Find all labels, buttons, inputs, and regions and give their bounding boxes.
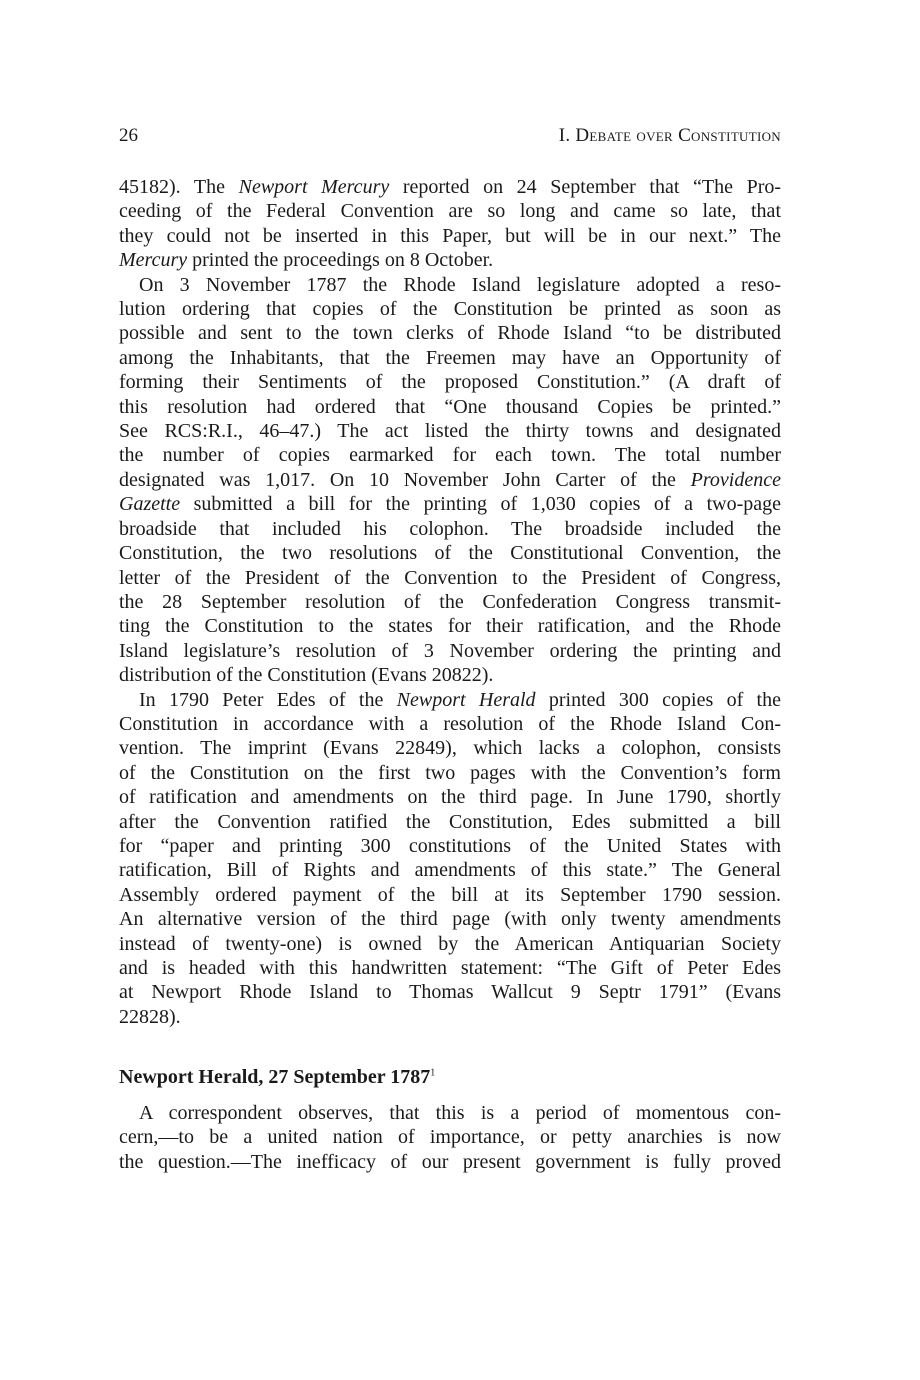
- text-line: ratification, Bill of Rights and amendments of this state.” The General: [119, 859, 781, 882]
- footnote-marker: 1: [430, 1067, 436, 1079]
- running-title: I. Debate over Constitution: [558, 125, 781, 146]
- text-line: forming their Sentiments of the proposed Constitution.” (A draft of: [119, 371, 781, 394]
- text-line: distribution of the Constitution (Evans 20822).: [119, 664, 494, 687]
- paragraph: [119, 175, 781, 273]
- text-line: ceeding of the Federal Convention are so long and came so late, that: [119, 200, 781, 223]
- body-text: [119, 175, 781, 1029]
- text-line: among the Inhabitants, that the Freemen may have an Opportunity of: [119, 346, 781, 369]
- text-line: of ratification and amendments on the third page. In June 1790, shortly: [119, 786, 781, 809]
- text-line: Mercury printed the proceedings on 8 October.: [119, 249, 494, 272]
- text-line: after the Convention ratified the Constitution, Edes submitted a bill: [119, 810, 781, 833]
- text-line: cern,—to be a united nation of importance, or petty anarchies is now: [119, 1126, 781, 1149]
- text-line: letter of the President of the Convention to the President of Congress,: [119, 566, 781, 589]
- document-page: [119, 0, 781, 1380]
- section-heading: [119, 1064, 435, 1090]
- text-line: lution ordering that copies of the Constitution be printed as soon as: [119, 298, 781, 321]
- text-line: broadside that included his colophon. The broadside included the: [119, 517, 781, 540]
- text-line: Constitution, the two resolutions of the Constitutional Convention, the: [119, 542, 781, 565]
- paragraph: [119, 688, 781, 1030]
- text-line: 22828).: [119, 1005, 181, 1028]
- text-line: Assembly ordered payment of the bill at its September 1790 session.: [119, 883, 781, 906]
- text-line: vention. The imprint (Evans 22849), which lacks a colophon, consists: [119, 737, 781, 760]
- text-line: A correspondent observes, that this is a period of momentous con-: [139, 1102, 781, 1124]
- section-text: [119, 1101, 781, 1174]
- text-line: and is headed with this handwritten statement: “The Gift of Peter Edes: [119, 957, 781, 979]
- page-number: 26: [119, 125, 138, 146]
- italic-title: Gazette: [119, 493, 181, 516]
- text-line: they could not be inserted in this Paper, but will be in our next.” The: [119, 224, 781, 247]
- text-line: for “paper and printing 300 constitutions of the United States with: [119, 834, 781, 857]
- text-line: instead of twenty-one) is owned by the American Antiquarian Society: [119, 932, 781, 955]
- running-head: [119, 124, 781, 148]
- text-line: Gazette submitted a bill for the printing of 1,030 copies of a two-page: [119, 493, 781, 516]
- text-line: Island legislature’s resolution of 3 November ordering the printing and: [119, 639, 781, 662]
- text-line: 45182). The Newport Mercury reported on 24 September that “The Pro-: [119, 176, 782, 198]
- italic-title: Mercury: [119, 249, 188, 272]
- italic-title: Newport Mercury: [238, 176, 390, 198]
- text-line: designated was 1,017. On 10 November John Carter of the Providence: [119, 468, 781, 491]
- text-line: at Newport Rhode Island to Thomas Wallcut 9 Septr 1791” (Evans: [119, 981, 781, 1004]
- text-line: An alternative version of the third page (with only twenty amendments: [119, 908, 781, 931]
- text-line: possible and sent to the town clerks of Rhode Island “to be distributed: [119, 322, 781, 345]
- text-line: the 28 September resolution of the Confederation Congress transmit-: [119, 590, 781, 613]
- text-line: of the Constitution on the first two pages with the Convention’s form: [119, 761, 781, 784]
- text-line: this resolution had ordered that “One thousand Copies be printed.”: [119, 395, 781, 418]
- text-line: the number of copies earmarked for each town. The total number: [119, 444, 781, 467]
- text-line: On 3 November 1787 the Rhode Island legislature adopted a reso-: [139, 273, 781, 296]
- text-line: ting the Constitution to the states for their ratification, and the Rhode: [119, 615, 781, 638]
- italic-title: Providence: [690, 468, 781, 491]
- text-line: Constitution in accordance with a resolution of the Rhode Island Con-: [119, 712, 781, 735]
- text-line: See RCS:R.I., 46–47.) The act listed the thirty towns and designated: [119, 420, 781, 443]
- text-line: In 1790 Peter Edes of the Newport Herald printed 300 copies of the: [139, 688, 781, 711]
- italic-title: Newport Herald: [396, 688, 536, 711]
- text-line: the question.—The inefficacy of our present government is fully proved: [119, 1150, 781, 1173]
- paragraph: [119, 1101, 781, 1174]
- section-heading-text: Newport Herald, 27 September 1787: [119, 1066, 431, 1088]
- paragraph: [119, 273, 781, 688]
